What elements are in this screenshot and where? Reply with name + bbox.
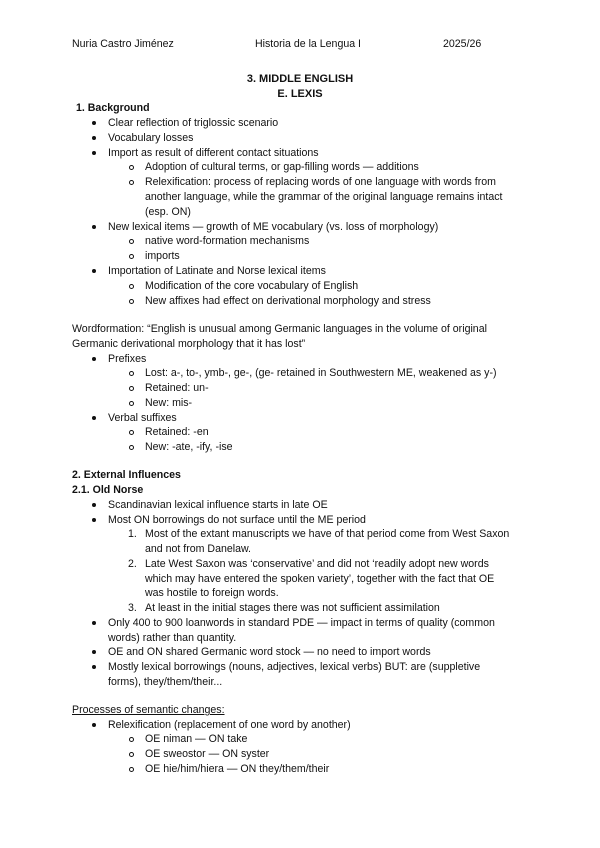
list-item: OE and ON shared Germanic word stock — no need to import words xyxy=(108,646,431,658)
header-year: 2025/26 xyxy=(443,38,482,50)
bullet-dot xyxy=(92,650,96,654)
list-item: Most ON borrowings do not surface until the ME period xyxy=(108,514,366,526)
bullet-circle xyxy=(129,445,134,450)
list-item: Only 400 to 900 loanwords in standard PDE — impact in terms of quality (common xyxy=(108,617,495,629)
paragraph-wordformation: Wordformation: “English is unusual among Germanic languages in the volume of original xyxy=(72,323,487,335)
list-number: 1. xyxy=(128,528,137,540)
bullet-dot xyxy=(92,503,96,507)
list-item: Adoption of cultural terms, or gap-filling words — additions xyxy=(145,161,419,173)
list-item: Modification of the core vocabulary of English xyxy=(145,280,359,292)
document-subtitle: E. LEXIS xyxy=(277,88,323,100)
bullet-circle xyxy=(129,239,134,244)
bullet-dot xyxy=(92,121,96,125)
numbered-item-continuation: which may have entered the spoken variety’, together with the fact that OE xyxy=(145,573,495,585)
bullet-dot xyxy=(92,621,96,625)
paragraph-wordformation-continuation: Germanic derivational morphology that it has lost” xyxy=(72,338,306,350)
list-item-continuation: forms), they/them/their... xyxy=(108,676,223,688)
list-item: Relexification: process of replacing words of one language with words from xyxy=(145,176,496,188)
list-item: New affixes had effect on derivational morphology and stress xyxy=(145,295,431,307)
list-item: Clear reflection of triglossic scenario xyxy=(108,117,279,129)
bullet-dot xyxy=(92,151,96,155)
bullet-dot xyxy=(92,416,96,420)
numbered-item: Most of the extant manuscripts we have of that period come from West Saxon xyxy=(145,528,510,540)
section-heading-external-influences: 2. External Influences xyxy=(72,469,181,481)
bullet-dot xyxy=(92,269,96,273)
list-item-continuation: another language, while the grammar of the original language remains intact xyxy=(145,191,503,203)
bullet-circle xyxy=(129,767,134,772)
list-item-continuation: words) rather than quantity. xyxy=(108,632,237,644)
bullet-circle xyxy=(129,371,134,376)
list-item: Import as result of different contact situations xyxy=(108,147,319,159)
list-number: 3. xyxy=(128,602,137,614)
list-item: Vocabulary losses xyxy=(108,132,194,144)
subsection-heading-old-norse: 2.1. Old Norse xyxy=(72,484,144,496)
bullet-dot xyxy=(92,225,96,229)
bullet-circle xyxy=(129,386,134,391)
list-item: imports xyxy=(145,250,180,262)
list-item: Scandinavian lexical influence starts in late OE xyxy=(108,499,328,511)
bullet-circle xyxy=(129,180,134,185)
list-item: OE niman — ON take xyxy=(145,733,248,745)
list-number: 2. xyxy=(128,558,137,570)
numbered-item: At least in the initial stages there was not sufficient assimilation xyxy=(145,602,440,614)
page-header xyxy=(0,37,600,52)
bullet-dot xyxy=(92,518,96,522)
list-item: New lexical items — growth of ME vocabulary (vs. loss of morphology) xyxy=(108,221,439,233)
list-item: OE sweostor — ON syster xyxy=(145,748,270,760)
bullet-circle xyxy=(129,165,134,170)
list-item: Verbal suffixes xyxy=(108,412,177,424)
numbered-item-continuation: and not from Danelaw. xyxy=(145,543,251,555)
list-item: New: mis- xyxy=(145,397,193,409)
bullet-circle xyxy=(129,284,134,289)
list-item: Prefixes xyxy=(108,353,147,365)
document-title: 3. MIDDLE ENGLISH xyxy=(246,73,354,85)
section-heading-background: 1. Background xyxy=(76,102,150,114)
list-item: Lost: a-, to-, ymb-, ge-, (ge- retained in Southwestern ME, weakened as y-) xyxy=(145,367,497,379)
list-item: Retained: un- xyxy=(145,382,209,394)
bullet-circle xyxy=(129,401,134,406)
list-item: Relexification (replacement of one word by another) xyxy=(108,719,351,731)
bullet-circle xyxy=(129,299,134,304)
header-course: Historia de la Lengua I xyxy=(255,38,362,50)
header-author: Nuria Castro Jiménez xyxy=(72,38,174,50)
list-item-continuation: (esp. ON) xyxy=(145,206,191,218)
numbered-item-continuation: was hostile to foreign words. xyxy=(145,587,279,599)
list-item: Importation of Latinate and Norse lexical items xyxy=(108,265,326,277)
bullet-dot xyxy=(92,136,96,140)
list-item: OE hie/him/hiera — ON they/them/their xyxy=(145,763,330,775)
bullet-dot xyxy=(92,357,96,361)
bullet-circle xyxy=(129,254,134,259)
bullet-dot xyxy=(92,723,96,727)
list-item: Retained: -en xyxy=(145,426,209,438)
bullet-circle xyxy=(129,430,134,435)
bullet-dot xyxy=(92,665,96,669)
heading-semantic-changes: Processes of semantic changes: xyxy=(72,704,225,716)
list-item: native word-formation mechanisms xyxy=(145,235,310,247)
list-item: Mostly lexical borrowings (nouns, adjectives, lexical verbs) BUT: are (suppletive xyxy=(108,661,481,673)
list-item: New: -ate, -ify, -ise xyxy=(145,441,233,453)
bullet-circle xyxy=(129,752,134,757)
bullet-circle xyxy=(129,737,134,742)
numbered-item: Late West Saxon was ‘conservative’ and did not ‘readily adopt new words xyxy=(145,558,489,570)
